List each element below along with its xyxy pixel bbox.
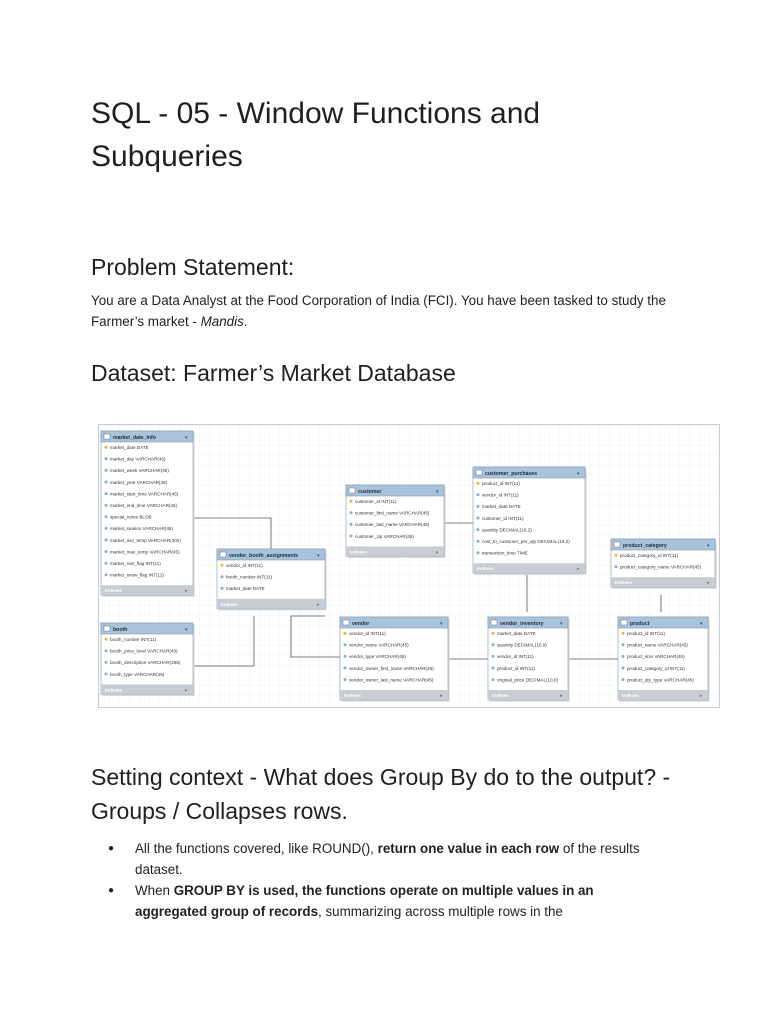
erd-indexes-label: Indexes: [622, 693, 640, 698]
key-icon: [477, 482, 480, 485]
erd-column: market_date DATE: [497, 631, 536, 636]
erd-column: booth_price_level VARCHAR(45): [110, 648, 178, 654]
column-icon: [105, 504, 108, 507]
erd-column: customer_id INT(11): [482, 515, 524, 521]
column-icon: [492, 667, 495, 670]
column-icon: [477, 505, 480, 508]
list-item: [108, 880, 668, 922]
column-icon: [344, 655, 347, 658]
column-icon: [344, 667, 347, 670]
erd-column: original_price DECIMAL(10,0): [497, 677, 559, 683]
erd-svg: [99, 425, 719, 707]
erd-table-customer-purchases: [473, 467, 587, 575]
erd-column: market_week VARCHAR(45): [110, 468, 169, 474]
column-icon: [477, 551, 480, 554]
column-icon: [221, 587, 224, 590]
erd-indexes-label: Indexes: [615, 580, 633, 586]
key-icon: [105, 638, 108, 641]
table-icon: [104, 434, 110, 439]
erd-column: product_id INT(11): [627, 631, 665, 636]
bullet-1-bold: return one value in each row: [377, 841, 560, 856]
erd-column: vendor_name VARCHAR(45): [349, 642, 409, 648]
column-icon: [105, 573, 108, 576]
erd-column: vendor_id INT(11): [497, 654, 534, 660]
erd-column: vendor_type VARCHAR(45): [349, 654, 406, 660]
problem-text-end: .: [243, 314, 248, 329]
column-icon: [477, 493, 480, 496]
erd-indexes-label: Indexes: [492, 693, 510, 698]
erd-column: booth_description VARCHAR(255): [110, 660, 181, 666]
column-icon: [477, 528, 480, 531]
column-icon: [622, 667, 625, 670]
erd-column: market_start_time VARCHAR(45): [110, 491, 179, 497]
erd-indexes-label: Indexes: [105, 588, 123, 594]
column-icon: [221, 575, 224, 578]
erd-column: product_category_id INT(11): [627, 665, 686, 671]
setting-context-heading: Setting context - What does Group By do to the output? - Groups / Collapses rows.: [91, 764, 671, 824]
erd-table-vendor: [340, 617, 450, 702]
column-icon: [622, 643, 625, 646]
bullet-2-bold: GROUP BY is used, the functions operate on multiple values in an aggregated group of records: [135, 883, 594, 919]
erd-column: product_qty_type VARCHAR(45): [627, 677, 694, 683]
erd-column: market_season VARCHAR(45): [110, 526, 173, 532]
erd-column: vendor_owner_first_name VARCHAR(45): [349, 665, 434, 671]
bullet-2-pre: When: [135, 883, 174, 898]
erd-table-title: product_category: [623, 543, 667, 549]
erd-column: product_category_id INT(11): [620, 553, 679, 558]
expand-arrow-icon: ▸: [440, 693, 443, 699]
chevron-down-icon: ▾: [440, 621, 443, 627]
column-icon: [105, 469, 108, 472]
erd-diagram: [98, 424, 720, 708]
erd-indexes-label: Indexes: [105, 687, 123, 693]
erd-table-title: vendor_booth_assignments: [229, 553, 299, 559]
bullet-2-post: , summarizing across multiple rows in the: [318, 904, 563, 919]
table-icon: [614, 542, 620, 547]
problem-statement-text: [91, 290, 691, 332]
table-icon: [621, 620, 627, 625]
erd-table-vendor-inventory: [488, 617, 570, 702]
page-title: SQL - 05 - Window Functions and Subqueries: [91, 97, 541, 173]
expand-arrow-icon: ▸: [436, 549, 439, 556]
table-icon: [349, 488, 355, 493]
erd-table-title: vendor_inventory: [500, 621, 544, 627]
erd-column: product_id INT(11): [497, 665, 535, 671]
chevron-down-icon: ▾: [185, 435, 188, 441]
erd-table-market-date-info: [101, 431, 195, 597]
column-icon: [105, 649, 108, 652]
bullet-list: [108, 838, 668, 922]
erd-column: market_date DATE: [482, 504, 521, 510]
column-icon: [105, 673, 108, 676]
table-icon: [343, 620, 349, 625]
erd-indexes-label: Indexes: [221, 601, 239, 607]
erd-column: customer_id INT(11): [355, 499, 397, 504]
chevron-down-icon: ▾: [185, 627, 188, 633]
problem-text-main: You are a Data Analyst at the Food Corporation of India (FCI). You have been tasked to study the Farmer’s market -: [91, 293, 666, 329]
expand-arrow-icon: ▸: [185, 687, 188, 694]
erd-column: market_max_temp VARCHAR(45): [110, 549, 180, 555]
column-icon: [105, 550, 108, 553]
key-icon: [615, 554, 618, 557]
erd-column: market_rain_flag INT(11): [110, 561, 161, 566]
list-item: [108, 838, 668, 880]
erd-table-product-category: [611, 539, 717, 589]
erd-table-title: customer: [358, 489, 382, 495]
erd-table-booth: [101, 623, 195, 696]
erd-table-title: customer_purchases: [485, 471, 538, 477]
column-icon: [105, 539, 108, 542]
column-icon: [105, 457, 108, 460]
table-icon: [476, 470, 482, 475]
erd-column: market_date DATE: [110, 445, 149, 450]
key-icon: [622, 632, 625, 635]
column-icon: [105, 562, 108, 565]
erd-column: market_date DATE: [226, 586, 265, 592]
column-icon: [477, 540, 480, 543]
column-icon: [492, 643, 495, 646]
column-icon: [344, 643, 347, 646]
erd-column: quantity DECIMAL(10,0): [497, 642, 547, 648]
erd-indexes-label: Indexes: [344, 693, 362, 698]
expand-arrow-icon: ▸: [317, 601, 320, 608]
erd-table-title: vendor: [352, 621, 370, 627]
erd-column: booth_type VARCHAR(45): [110, 671, 165, 677]
erd-table-title: booth: [113, 627, 128, 633]
chevron-down-icon: ▾: [317, 553, 320, 559]
table-icon: [220, 552, 226, 557]
key-icon: [344, 632, 347, 635]
dataset-heading: Dataset: Farmer’s Market Database: [91, 360, 456, 386]
erd-indexes-label: Indexes: [477, 566, 495, 572]
erd-column: vendor_owner_last_name VARCHAR(45): [349, 677, 434, 683]
column-icon: [622, 678, 625, 681]
erd-column: product_category_name VARCHAR(45): [620, 564, 702, 570]
erd-column: customer_first_name VARCHAR(45): [355, 510, 430, 516]
expand-arrow-icon: ▸: [560, 693, 563, 699]
erd-column: transaction_time TIME: [482, 550, 528, 556]
column-icon: [105, 527, 108, 530]
column-icon: [105, 661, 108, 664]
expand-arrow-icon: ▸: [707, 580, 710, 587]
column-icon: [477, 517, 480, 520]
bullet-1-post: of the results dataset.: [135, 841, 640, 877]
erd-column: quantity DECIMAL(16,2): [482, 527, 532, 533]
erd-column: booth_number INT(11): [110, 637, 157, 642]
expand-arrow-icon: ▸: [577, 566, 580, 573]
expand-arrow-icon: ▸: [700, 693, 703, 699]
erd-column: customer_last_name VARCHAR(45): [355, 522, 430, 528]
key-icon: [492, 632, 495, 635]
column-icon: [344, 678, 347, 681]
column-icon: [350, 511, 353, 514]
column-icon: [615, 565, 618, 568]
chevron-down-icon: ▾: [560, 621, 563, 627]
table-icon: [491, 620, 497, 625]
table-icon: [104, 626, 110, 631]
bullet-1-pre: All the functions covered, like ROUND(),: [135, 841, 378, 856]
erd-column: vendor_id INT(11): [349, 631, 386, 636]
erd-column: vendor_id INT(11): [226, 563, 263, 568]
problem-text-italic: Mandis: [200, 314, 244, 329]
problem-statement-heading: Problem Statement:: [91, 254, 295, 280]
key-icon: [221, 564, 224, 567]
erd-table-customer: [346, 485, 446, 558]
erd-column: market_snow_flag INT(11): [110, 572, 164, 578]
erd-column: market_day VARCHAR(45): [110, 456, 166, 462]
erd-column: market_min_temp VARCHAR(200): [110, 537, 181, 543]
erd-table-product: [618, 617, 710, 702]
erd-column: booth_number INT(11): [226, 574, 273, 580]
key-icon: [105, 446, 108, 449]
chevron-down-icon: ▾: [707, 543, 710, 549]
erd-column: market_year VARCHAR(45): [110, 479, 168, 485]
erd-column: product_id INT(11): [482, 481, 520, 486]
erd-table-title: product: [630, 621, 650, 627]
erd-column: market_end_time VARCHAR(45): [110, 503, 178, 508]
erd-column: customer_zip VARCHAR(45): [355, 533, 414, 539]
erd-column: vendor_id INT(11): [482, 492, 519, 498]
column-icon: [492, 655, 495, 658]
column-icon: [492, 678, 495, 681]
erd-table-vendor-booth-assignments: [217, 549, 327, 610]
column-icon: [105, 515, 108, 518]
column-icon: [622, 655, 625, 658]
erd-table-title: market_date_info: [113, 435, 156, 441]
column-icon: [105, 492, 108, 495]
column-icon: [105, 481, 108, 484]
expand-arrow-icon: ▸: [185, 588, 188, 595]
chevron-down-icon: ▾: [577, 471, 580, 477]
column-icon: [350, 523, 353, 526]
erd-column: product_name VARCHAR(45): [627, 642, 688, 648]
erd-column: cost_to_customer_per_qty DECIMAL(16,2): [482, 539, 570, 544]
key-icon: [350, 500, 353, 503]
erd-column: product_size VARCHAR(45): [627, 654, 685, 660]
chevron-down-icon: ▾: [436, 489, 439, 495]
erd-indexes-label: Indexes: [350, 549, 368, 555]
column-icon: [350, 535, 353, 538]
erd-column: special_notes BLOB: [110, 514, 152, 520]
chevron-down-icon: ▾: [700, 621, 703, 627]
